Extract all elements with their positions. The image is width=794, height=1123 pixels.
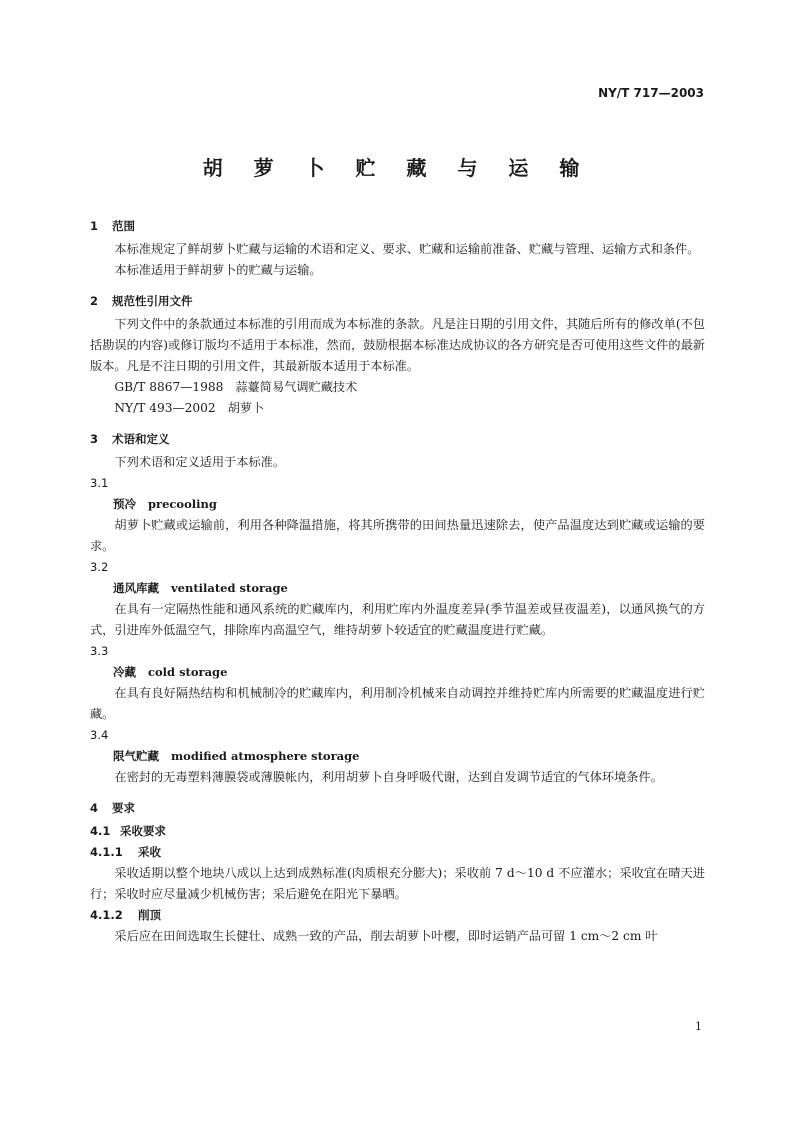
- document-body: [90, 216, 705, 947]
- section-heading-1: [90, 216, 705, 237]
- subsubsection-title: 采收: [138, 845, 161, 859]
- section-number: 1: [90, 219, 99, 233]
- term-name: [90, 578, 705, 599]
- reference-name: 胡萝卜: [227, 401, 265, 415]
- reference-item: [90, 377, 705, 398]
- reference-item: [90, 398, 705, 419]
- term-en: modified atmosphere storage: [171, 749, 360, 763]
- term-number: 3.2: [90, 560, 109, 574]
- paragraph: 下列术语和定义适用于本标准。: [114, 455, 286, 469]
- term-definition: 在具有一定隔热性能和通风系统的贮藏库内，利用贮库内外温度差异(季节温差或昼夜温差)，以通风换气的方式，引进库外低温空气，排除库内高温空气，维持胡萝卜较适宜的贮藏温度进行贮藏。: [90, 602, 705, 637]
- term-cn: 限气贮藏: [113, 749, 159, 763]
- page-number: 1: [695, 1020, 702, 1033]
- paragraph: 本标准适用于鲜胡萝卜的贮藏与运输。: [114, 263, 322, 277]
- term-en: cold storage: [148, 665, 228, 679]
- term-definition: 在具有良好隔热结构和机械制冷的贮藏库内，利用制冷机械来自动调控并维持贮库内所需要的贮藏温度进行贮藏。: [90, 686, 705, 721]
- term-definition: 在密封的无毒塑料薄膜袋或薄膜帐内，利用胡萝卜自身呼吸代谢，达到自发调节适宜的气体环境条件。: [114, 770, 663, 784]
- reference-name: 蒜薹简易气调贮藏技术: [235, 380, 358, 394]
- standard-code: NY/T 717—2003: [598, 86, 704, 100]
- term-definition: 胡萝卜贮藏或运输前，利用各种降温措施，将其所携带的田间热量迅速除去，使产品温度达到贮藏或运输的要求。: [90, 518, 705, 553]
- section-title: 规范性引用文件: [112, 294, 193, 308]
- term-name: [90, 662, 705, 683]
- subsubsection-heading: [90, 905, 705, 926]
- section-title: 范围: [112, 219, 135, 233]
- section-number: 4: [90, 801, 99, 815]
- section-number: 2: [90, 294, 99, 308]
- section-heading-3: [90, 429, 705, 450]
- term-name: [90, 494, 705, 515]
- section-title: 术语和定义: [112, 432, 170, 446]
- section-number: 3: [90, 432, 99, 446]
- subsection-heading: [90, 821, 705, 842]
- subsubsection-title: 削顶: [138, 908, 161, 922]
- paragraph: 下列文件中的条款通过本标准的引用而成为本标准的条款。凡是注日期的引用文件，其随后所有的修改单(不包括勘误的内容)或修订版均不适用于本标准，然而，鼓励根据本标准达成协议的各方研究是否可使用这些文件的最新版本。凡是不注日期的引用文件，其最新版本适用于本标准。: [90, 317, 705, 373]
- paragraph: 本标准规定了鲜胡萝卜贮藏与运输的术语和定义、要求、贮藏和运输前准备、贮藏与管理、运输方式和条件。: [114, 242, 700, 256]
- subsubsection-number: 4.1.1: [90, 845, 123, 859]
- section-heading-2: [90, 291, 705, 312]
- term-en: precooling: [148, 497, 217, 511]
- subsubsection-number: 4.1.2: [90, 908, 123, 922]
- term-number: 3.3: [90, 644, 109, 658]
- reference-code: GB/T 8867—1988: [114, 380, 224, 394]
- term-cn: 预冷: [113, 497, 136, 511]
- term-en: ventilated storage: [171, 581, 288, 595]
- paragraph: 采收适期以整个地块八成以上达到成熟标准(肉质根充分膨大)；采收前 7 d～10 d 不应灌水；采收宜在晴天进行；采收时应尽量减少机械伤害；采后避免在阳光下暴晒。: [90, 866, 705, 901]
- subsection-number: 4.1: [90, 824, 111, 838]
- subsubsection-heading: [90, 842, 705, 863]
- term-cn: 通风库藏: [113, 581, 159, 595]
- section-heading-4: [90, 798, 705, 819]
- document-title: 胡 萝 卜 贮 藏 与 运 输: [202, 156, 592, 180]
- reference-code: NY/T 493—2002: [114, 401, 216, 415]
- term-number: 3.1: [90, 476, 109, 490]
- section-title: 要求: [112, 801, 135, 815]
- term-number: 3.4: [90, 728, 109, 742]
- term-name: [90, 746, 705, 767]
- term-cn: 冷藏: [113, 665, 136, 679]
- paragraph: 采后应在田间选取生长健壮、成熟一致的产品，削去胡萝卜叶樱，即时运销产品可留 1 cm～2 cm 叶: [114, 929, 658, 943]
- subsection-title: 采收要求: [120, 824, 166, 838]
